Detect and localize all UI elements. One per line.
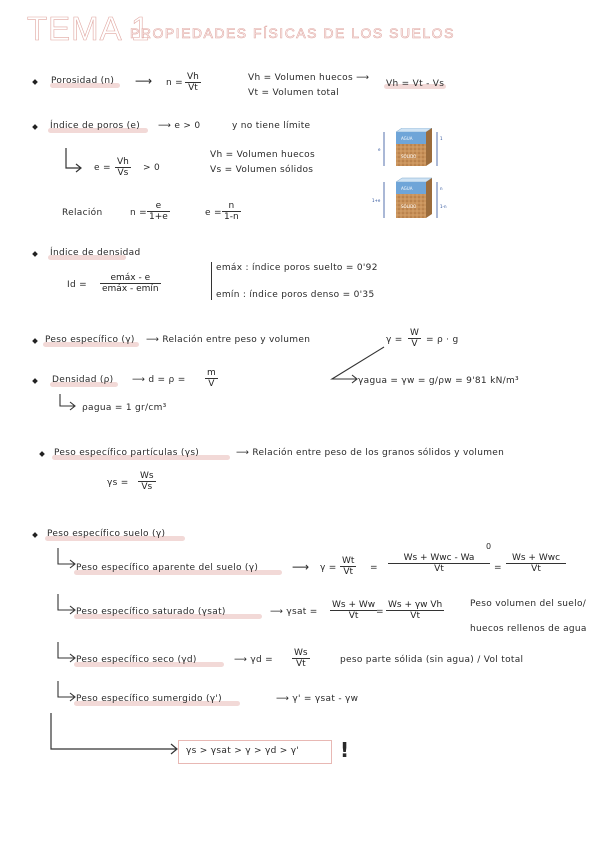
fraction-numerator: n (222, 201, 241, 212)
densidad-rel-def1: emáx : índice poros suelto = 0'92 (216, 263, 378, 273)
aparente-label: Peso específico aparente del suelo (γ) (76, 563, 259, 573)
diagram-top-label: AGUA (401, 136, 413, 141)
relacion-2-lhs: e = (205, 208, 222, 218)
fraction-denominator: Vt (348, 611, 359, 621)
bullet-icon (32, 338, 38, 344)
fraction-denominator: Vs (117, 168, 129, 178)
saturado-label: Peso específico saturado (γsat) (76, 607, 226, 617)
seco-note: peso parte sólida (sin agua) / Vol total (340, 655, 524, 665)
porosidad-def1: Vh = Volumen huecos ⟶ (248, 73, 370, 83)
densidad-fraction (205, 368, 218, 389)
porosidad-result: Vh = Vt - Vs (386, 79, 445, 89)
relacion-label: Relación (62, 208, 103, 218)
page-title: TEMA 1 (27, 10, 151, 47)
fraction-denominator: Vt (434, 564, 444, 574)
bullet-icon (32, 124, 38, 130)
fraction-numerator: Ws (294, 648, 308, 658)
warning-icon: ! (340, 738, 350, 762)
soil-phase-diagram (370, 128, 460, 223)
saturado-note2: huecos rellenos de agua (470, 624, 587, 634)
indice-poros-label: Índice de poros (e) (50, 121, 141, 131)
fraction-denominator: Vt (343, 567, 354, 577)
branch-arrow-icon (56, 594, 78, 616)
relacion-1-lhs: n = (130, 208, 148, 218)
densidad-rel-fraction (100, 273, 161, 294)
aparente-eq-2: = (494, 563, 502, 573)
branch-arrow-icon (56, 548, 78, 570)
saturado-lhs: ⟶ γsat = (270, 607, 318, 617)
fraction-numerator: e (147, 201, 170, 212)
fraction-denominator: 1-n (224, 212, 239, 222)
porosidad-label: Porosidad (n) (51, 76, 115, 86)
fraction-denominator: emáx - emín (102, 284, 159, 294)
peso-especifico-desc: ⟶ Relación entre peso y volumen (146, 335, 311, 345)
fraction-denominator: Vt (295, 659, 306, 669)
aparente-eq: = (370, 563, 378, 573)
peso-especifico-tail: = ρ · g (426, 335, 459, 345)
peso-particulas-lhs: γs = (107, 478, 129, 488)
aparente-sup: 0 (486, 542, 492, 551)
densidad-agua: ρagua = 1 gr/cm³ (82, 403, 167, 413)
fraction-denominator: Vt (410, 611, 420, 621)
peso-especifico-agua: γagua = γw = g/ρw = 9'81 kN/m³ (358, 376, 519, 386)
seco-fraction (292, 648, 310, 669)
bullet-icon (32, 532, 38, 538)
aparente-fraction-1 (340, 556, 356, 577)
bullet-icon (32, 251, 38, 257)
saturado-fraction-1 (330, 600, 377, 621)
peso-particulas-fraction (138, 471, 156, 492)
fraction-numerator: Vh (117, 157, 129, 167)
peso-especifico-formula: γ = (386, 335, 403, 345)
order-text: γs > γsat > γ > γd > γ' (186, 746, 300, 756)
fraction-numerator: Ws + Ww (332, 600, 376, 610)
page-subtitle: PROPIEDADES FÍSICAS DE LOS SUELOS (130, 25, 455, 41)
indice-poros-def2: Vs = Volumen sólidos (210, 165, 314, 175)
fraction-numerator: Ws + γw Vh (388, 600, 443, 610)
peso-especifico-fraction (408, 328, 421, 349)
fraction-numerator: Vh (187, 72, 199, 82)
sumergido-formula: ⟶ γ' = γsat - γw (276, 694, 359, 704)
fraction-numerator: Wt (342, 556, 355, 566)
arrow-icon: ⟶ (135, 74, 153, 88)
branch-arrow-icon (56, 681, 78, 703)
sumergido-label: Peso específico sumergido (γ') (76, 694, 222, 704)
fraction-denominator: V (411, 339, 418, 349)
fraction-denominator: 1+e (149, 212, 168, 222)
fraction-denominator: Vt (188, 83, 198, 93)
fraction-numerator: W (410, 328, 419, 338)
diagram-side-d: n (440, 186, 443, 191)
aparente-fraction-3 (506, 553, 566, 574)
diagram-side-a: e (378, 147, 381, 152)
indice-poros-def1: Vh = Volumen huecos (210, 150, 315, 160)
bullet-icon (32, 378, 38, 384)
aparente-lhs: γ = (320, 563, 337, 573)
indice-poros-gt: > 0 (143, 163, 161, 173)
diagram-side-b: 1 (440, 136, 443, 141)
branch-arrow-icon (56, 642, 78, 664)
densidad-rel-def2: emín : índice poros denso = 0'35 (216, 290, 375, 300)
summary-arrow-icon (48, 713, 183, 763)
fraction-numerator: Ws + Wwc (506, 553, 566, 564)
densidad-rel-label: Índice de densidad (50, 248, 141, 258)
relacion-2-fraction (222, 201, 241, 222)
porosidad-lhs: n = (166, 78, 184, 88)
fraction-denominator: Vs (141, 482, 153, 492)
peso-particulas-desc: ⟶ Relación entre peso de los granos sólidos y volumen (236, 448, 505, 458)
fraction-numerator: m (207, 368, 216, 378)
peso-particulas-label: Peso específico partículas (γs) (54, 448, 200, 458)
fraction-denominator: Vt (531, 564, 541, 574)
saturado-fraction-2 (386, 600, 444, 621)
relacion-1-fraction (147, 201, 170, 222)
indice-poros-note: y no tiene límite (232, 121, 311, 131)
porosidad-def2: Vt = Volumen total (248, 88, 339, 98)
seco-lhs: ⟶ γd = (234, 655, 274, 665)
densidad-rel-lhs: Id = (67, 280, 87, 290)
branch-arrow-icon (58, 394, 78, 412)
densidad-formula: ⟶ d = ρ = (132, 375, 186, 385)
diagram-bottom-label2: SÓLIDO (401, 204, 417, 209)
diagram-side-c: 1+e (372, 198, 381, 203)
saturado-eq: = (376, 607, 384, 617)
diagram-top-label2: SÓLIDO (401, 154, 417, 159)
densidad-label: Densidad (ρ) (52, 375, 114, 385)
diagram-side-e: 1-n (440, 204, 447, 209)
diagram-bottom-label: AGUA (401, 186, 413, 191)
fraction-numerator: Ws + Wwc - Wa (388, 553, 490, 564)
indice-poros-fraction (115, 157, 131, 178)
bullet-icon (32, 79, 38, 85)
peso-suelo-label: Peso específico suelo (γ) (47, 529, 166, 539)
peso-especifico-label: Peso específico (γ) (45, 335, 135, 345)
brace-line (211, 262, 212, 300)
indice-poros-lhs: e = (94, 163, 111, 173)
fraction-denominator: V (208, 379, 215, 389)
bullet-icon (39, 451, 45, 457)
porosidad-fraction (185, 72, 201, 93)
arrow-icon: ⟶ (292, 560, 310, 574)
seco-label: Peso específico seco (γd) (76, 655, 197, 665)
branch-arrow-icon (64, 148, 84, 178)
fraction-numerator: emáx - e (100, 273, 161, 284)
saturado-note1: Peso volumen del suelo/ (470, 599, 587, 609)
indice-poros-cond: ⟶ e > 0 (158, 121, 201, 131)
fraction-numerator: Ws (140, 471, 154, 481)
aparente-fraction-2 (388, 553, 490, 574)
